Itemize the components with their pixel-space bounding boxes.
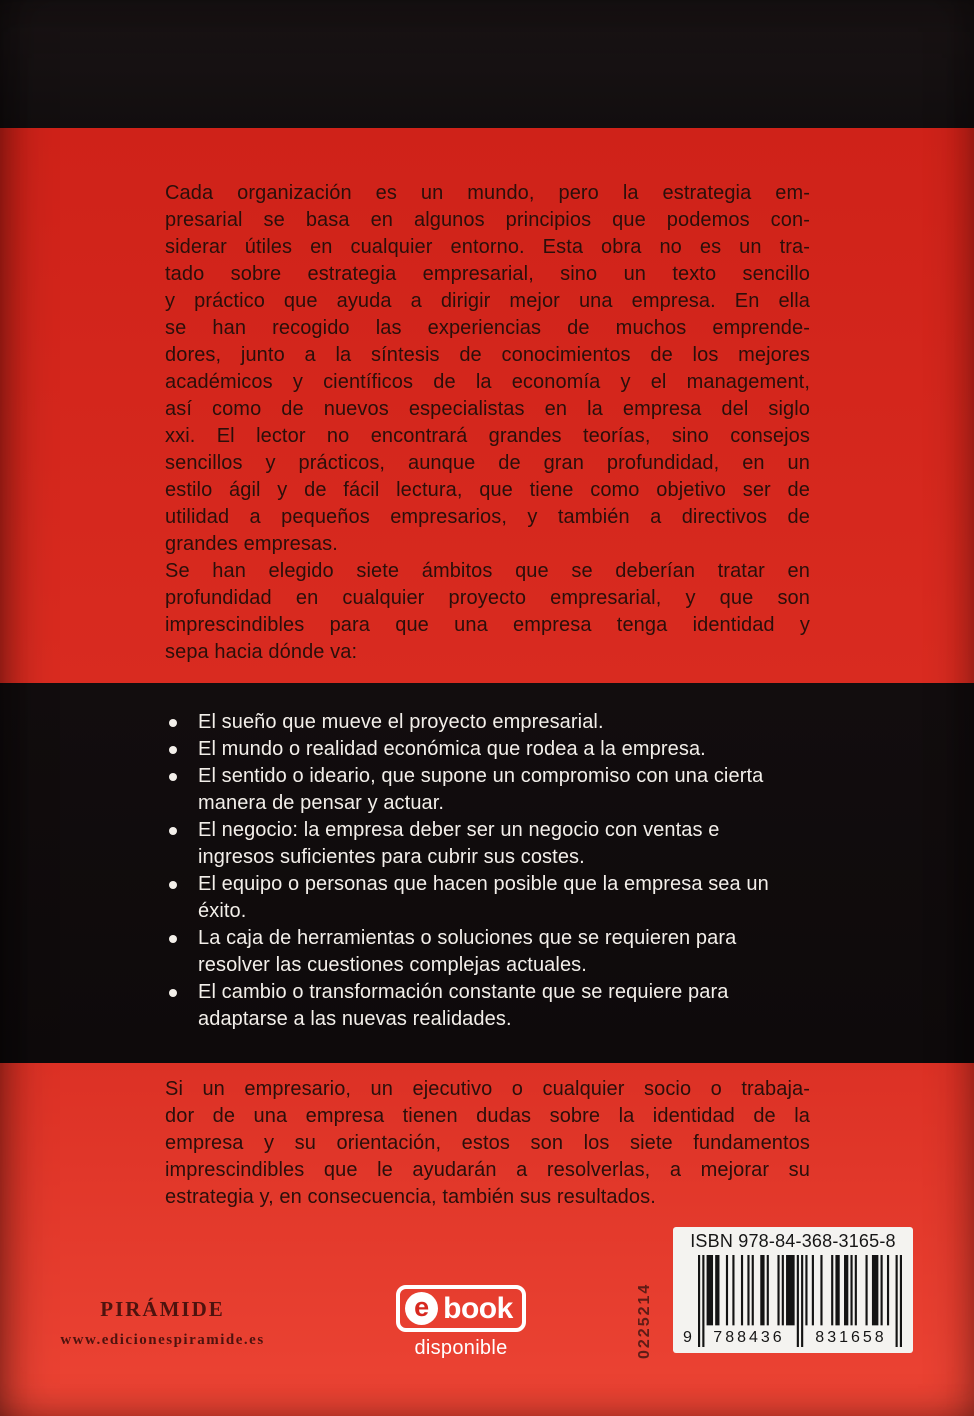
ean-digit-group: 788436 — [706, 1328, 792, 1347]
bullet-item-text: El mundo o realidad económica que rodea a la empresa. — [198, 738, 706, 760]
bullet-item-text: El sueño que mueve el proyecto empresarial. — [198, 711, 604, 733]
key-points-section — [0, 683, 974, 1063]
ebook-caption: disponible — [414, 1337, 508, 1359]
ebook-e-letter: e — [414, 1292, 430, 1322]
bullet-dot-icon — [169, 827, 177, 835]
synopsis-line: siderar útiles en cualquier entorno. Esta obra no es un tra- — [165, 236, 810, 258]
synopsis-paragraph-2 — [165, 558, 810, 666]
ebook-logo — [396, 1285, 526, 1332]
top-black-band — [0, 0, 974, 128]
synopsis-line: se han recogido las experiencias de muchos emprende- — [165, 317, 810, 339]
synopsis-paragraph-1 — [165, 180, 810, 558]
synopsis-line: Cada organización es un mundo, pero la estrategia em- — [165, 182, 810, 204]
bullet-item — [168, 925, 974, 979]
bullet-item — [168, 763, 974, 817]
synopsis-line: Se han elegido siete ámbitos que se deberían tratar en — [165, 560, 810, 582]
bullet-item — [168, 736, 974, 763]
bullet-dot-icon — [169, 935, 177, 943]
closing-line: dor de una empresa tienen dudas sobre la identidad de la — [165, 1105, 810, 1127]
bullet-item-text: El negocio: la empresa deber ser un negocio con ventas e ingresos suficientes para cubrir sus costes. — [198, 819, 720, 868]
bullet-dot-icon — [169, 989, 177, 997]
bullet-item-text: El sentido o ideario, que supone un compromiso con una cierta manera de pensar y actuar. — [198, 765, 764, 814]
bullet-dot-icon — [169, 746, 177, 754]
bullet-item — [168, 871, 974, 925]
synopsis-line: estilo ágil y de fácil lectura, que tiene como objetivo ser de — [165, 479, 810, 501]
synopsis-line: sencillos y prácticos, aunque de gran profundidad, en un — [165, 452, 810, 474]
closing-section — [0, 1063, 974, 1416]
synopsis-line: así como de nuevos especialistas en la empresa del siglo — [165, 398, 810, 420]
synopsis-line: presarial se basa en algunos principios que podemos con- — [165, 209, 810, 231]
publisher-name: PIRÁMIDE — [100, 1297, 225, 1321]
bullet-item-text: El equipo o personas que hacen posible que la empresa sea un éxito. — [198, 873, 769, 922]
publisher-website: www.edicionespiramide.es — [60, 1332, 265, 1348]
ean-digit-group: 9 — [683, 1329, 695, 1346]
synopsis-line: imprescindibles para que una empresa tenga identidad y — [165, 614, 810, 636]
ebook-word: book — [443, 1291, 513, 1325]
bullet-dot-icon — [169, 719, 177, 727]
closing-line: estrategia y, en consecuencia, también sus resultados. — [165, 1186, 656, 1208]
bullet-dot-icon — [169, 881, 177, 889]
bullet-item — [168, 817, 974, 871]
synopsis-line: xxi. El lector no encontrará grandes teorías, sino consejos — [165, 425, 810, 447]
synopsis-line: tado sobre estrategia empresarial, sino un texto sencillo — [165, 263, 810, 285]
synopsis-section — [0, 128, 974, 683]
synopsis-line: profundidad en cualquier proyecto empresarial, y que son — [165, 587, 810, 609]
ean-digits — [683, 1328, 902, 1347]
isbn-number: ISBN 978-84-368-3165-8 — [690, 1231, 896, 1251]
bullet-item — [168, 979, 974, 1033]
ebook-e-icon — [405, 1292, 438, 1325]
ean-digit-group: 831658 — [808, 1328, 894, 1347]
closing-line: Si un empresario, un ejecutivo o cualquier socio o trabaja- — [165, 1078, 810, 1100]
closing-line: imprescindibles que le ayudarán a resolverlas, a mejorar su — [165, 1159, 810, 1181]
closing-paragraph — [165, 1076, 810, 1211]
publisher-logo — [40, 1297, 285, 1349]
synopsis-line: utilidad a pequeños empresarios, y también a directivos de — [165, 506, 810, 528]
synopsis-line: académicos y científicos de la economía y el management, — [165, 371, 810, 393]
bullet-item-text: El cambio o transformación constante que se requiere para adaptarse a las nuevas realidades. — [198, 981, 729, 1030]
bullet-item-text: La caja de herramientas o soluciones que se requieren para resolver las cuestiones complejas actuales. — [198, 927, 737, 976]
synopsis-line: y práctico que ayuda a dirigir mejor una empresa. En ella — [165, 290, 810, 312]
ean-barcode — [683, 1255, 902, 1347]
synopsis-line: dores, junto a la síntesis de conocimientos de los mejores — [165, 344, 810, 366]
isbn-barcode-label — [673, 1227, 913, 1353]
bullet-dot-icon — [169, 773, 177, 781]
synopsis-line: grandes empresas. — [165, 533, 338, 555]
print-code: 0225214 — [636, 1282, 653, 1359]
ebook-badge — [385, 1285, 537, 1360]
synopsis-line: sepa hacia dónde va: — [165, 641, 358, 663]
key-points-list — [168, 709, 974, 1033]
closing-line: empresa y su orientación, estos son los siete fundamentos — [165, 1132, 810, 1154]
bullet-item — [168, 709, 974, 736]
